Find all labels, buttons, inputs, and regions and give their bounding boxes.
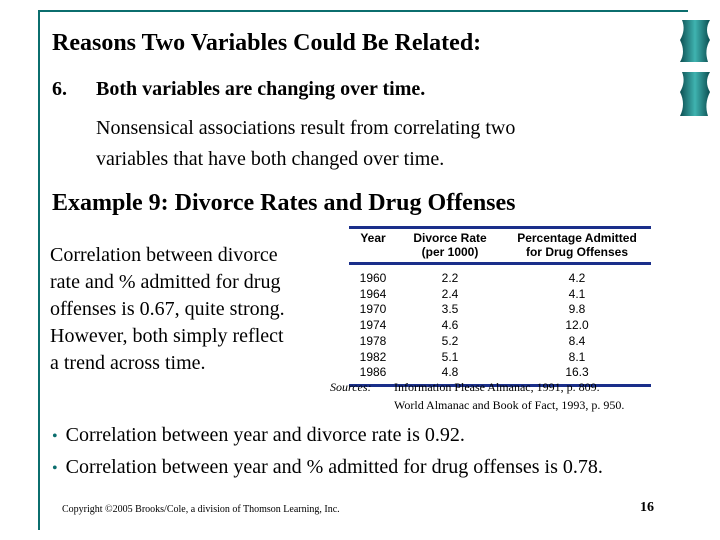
table-row: [349, 302, 651, 318]
correlation-paragraph: [50, 242, 340, 377]
bullet-item: [52, 424, 465, 447]
cell-divorce: 4.6: [441, 318, 459, 333]
table-row: [349, 318, 651, 334]
source-citation: World Almanac and Book of Fact, 1993, p. 950.: [394, 398, 625, 412]
bullet-text: Correlation between year and % admitted for drug offenses is 0.78.: [65, 456, 603, 478]
cell-drug: 12.0: [565, 318, 589, 333]
header-year: Year: [349, 228, 397, 264]
cell-year: 1960: [359, 271, 387, 285]
cell-drug: 8.4: [568, 333, 586, 348]
table-row: [349, 350, 651, 366]
example-title: Example 9: Divorce Rates and Drug Offenses: [52, 190, 516, 216]
cell-year: 1982: [359, 349, 387, 364]
cell-divorce: 2.4: [441, 286, 459, 301]
cell-drug: 16.3: [503, 365, 651, 385]
cell-year: 1986: [349, 365, 397, 385]
frame-left-rule: [38, 10, 40, 530]
cell-year: 1974: [359, 318, 387, 333]
frame-top-rule: [38, 10, 688, 12]
point-description-line: Nonsensical associations result from correlating two: [96, 117, 516, 139]
cell-divorce: 4.8: [397, 365, 503, 385]
point-heading: Both variables are changing over time.: [96, 78, 426, 100]
table-header-row: [349, 228, 651, 264]
copyright-notice: Copyright ©2005 Brooks/Cole, a division of Thomson Learning, Inc.: [62, 504, 340, 515]
data-table: [349, 226, 651, 387]
cell-drug: 4.2: [568, 271, 586, 285]
cell-year: 1978: [359, 333, 387, 348]
cell-year: 1970: [359, 302, 387, 317]
table-row: [349, 264, 651, 287]
cell-divorce: 5.1: [441, 349, 459, 364]
table-row: [349, 334, 651, 350]
bullet-text: Correlation between year and divorce rate is 0.92.: [65, 424, 465, 446]
cell-divorce: 3.5: [441, 302, 459, 317]
bullet-item: [52, 456, 603, 479]
cell-drug: 9.8: [568, 302, 586, 317]
header-divorce-rate: Divorce Rate (per 1000): [397, 228, 503, 264]
bullet-icon: •: [52, 460, 58, 477]
paragraph-line: Correlation between divorce: [50, 244, 278, 266]
bullet-icon: •: [52, 428, 58, 445]
source-citation: Information Please Almanac, 1991, p. 809.: [394, 380, 600, 394]
point-description-line: variables that have both changed over time.: [96, 148, 445, 170]
cell-year: 1964: [359, 286, 387, 301]
paragraph-line: However, both simply reflect: [50, 325, 284, 347]
cell-drug: 8.1: [568, 349, 586, 364]
sources-label: Sources:: [330, 380, 372, 394]
cell-drug: 4.1: [568, 286, 586, 301]
header-drug-offenses: Percentage Admitted for Drug Offenses: [503, 228, 651, 264]
slide-title: Reasons Two Variables Could Be Related:: [52, 30, 482, 56]
point-description: [96, 113, 656, 175]
point-number: 6.: [52, 78, 67, 100]
paragraph-line: offenses is 0.67, quite strong.: [50, 298, 285, 320]
cell-divorce: 2.2: [441, 271, 459, 285]
paragraph-line: rate and % admitted for drug: [50, 271, 281, 293]
ribbon-decoration-icon: [674, 18, 714, 120]
table-row: [349, 287, 651, 303]
cell-divorce: 5.2: [441, 333, 459, 348]
paragraph-line: a trend across time.: [50, 352, 206, 374]
page-number: 16: [640, 500, 654, 515]
